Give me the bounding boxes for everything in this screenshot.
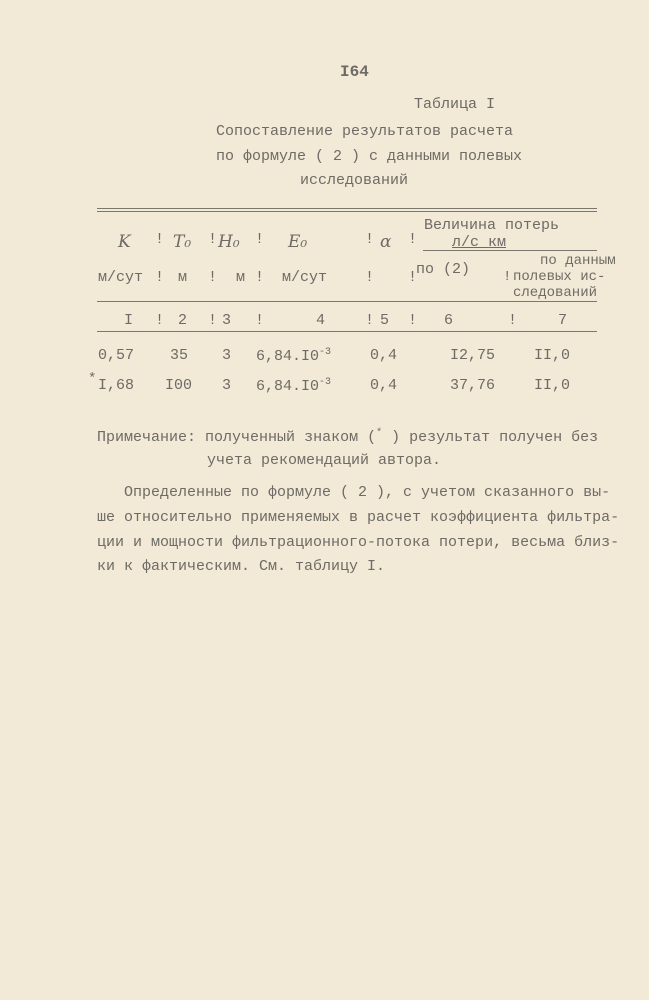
col-sep: ! xyxy=(408,269,418,286)
group-unit: л/с км xyxy=(452,234,507,251)
num-6: 6 xyxy=(444,312,454,329)
cell-e0 xyxy=(256,348,331,364)
cell-t0: 35 xyxy=(170,347,189,364)
cell-field: II,0 xyxy=(534,377,571,394)
cell-k: 0,57 xyxy=(98,347,135,364)
col-sep: ! xyxy=(255,269,265,286)
unit-calc: по (2) xyxy=(416,261,471,278)
num-5: 5 xyxy=(380,312,390,329)
table-title-line-3: исследований xyxy=(300,172,409,189)
col-sep: ! xyxy=(155,231,165,248)
paragraph-line-2: ше относительно применяемых в расчет коэффициента фильтра- xyxy=(97,509,620,526)
group-underline xyxy=(423,250,597,251)
cell-e0 xyxy=(256,378,331,394)
col-sep: ! xyxy=(155,269,165,286)
note-text-b: ) результат получен без xyxy=(391,429,599,446)
cell-alpha: 0,4 xyxy=(370,347,398,364)
cell-h0: 3 xyxy=(222,347,232,364)
col7-line-1: по данным xyxy=(540,253,616,269)
header-rule xyxy=(97,301,597,302)
note-mark: * xyxy=(376,428,383,439)
numbering-rule xyxy=(97,331,597,332)
page-number: I64 xyxy=(340,63,369,81)
num-4: 4 xyxy=(316,312,326,329)
num-1: I xyxy=(124,312,134,329)
num-3: 3 xyxy=(222,312,232,329)
cell-k: I,68 xyxy=(98,377,135,394)
group-header: Величина потерь xyxy=(424,217,560,234)
header-e0: E₀ xyxy=(288,232,308,252)
cell-t0: I00 xyxy=(165,377,193,394)
col-sep: ! xyxy=(408,231,418,248)
asterisk-mark: * xyxy=(88,371,97,387)
num-7: 7 xyxy=(558,312,568,329)
cell-field: II,0 xyxy=(534,347,571,364)
note-label: Примечание: xyxy=(97,429,197,446)
cell-alpha: 0,4 xyxy=(370,377,398,394)
e0-base: 6,84.I0 xyxy=(256,348,320,365)
col7-line-3: следований xyxy=(513,285,598,301)
header-k: K xyxy=(118,232,131,252)
header-alpha: α xyxy=(380,232,392,252)
num-2: 2 xyxy=(178,312,188,329)
cell-calc: I2,75 xyxy=(450,347,496,364)
col-sep: ! xyxy=(208,269,218,286)
header-h0: H₀ xyxy=(218,232,240,252)
col-sep: ! xyxy=(208,312,218,329)
cell-h0: 3 xyxy=(222,377,232,394)
table-title-line-2: по формуле ( 2 ) с данными полевых xyxy=(216,148,523,165)
unit-k: м/сут xyxy=(98,269,144,286)
cell-calc: 37,76 xyxy=(450,377,496,394)
table-label: Таблица I xyxy=(414,96,496,113)
paragraph-line-3: ции и мощности фильтрационного-потока потери, весьма близ- xyxy=(97,534,620,551)
col-sep: ! xyxy=(365,269,375,286)
header-t0: T₀ xyxy=(173,232,192,252)
col-sep: ! xyxy=(365,231,375,248)
e0-exponent: -3 xyxy=(319,347,332,358)
note-line-2: учета рекомендаций автора. xyxy=(207,452,442,469)
col-sep: ! xyxy=(503,269,512,285)
e0-exponent: -3 xyxy=(319,377,332,388)
col-sep: ! xyxy=(508,312,518,329)
col7-line-2: полевых ис- xyxy=(513,269,606,285)
note-line-1 xyxy=(97,429,598,445)
col-sep: ! xyxy=(255,312,265,329)
e0-base: 6,84.I0 xyxy=(256,378,320,395)
col-sep: ! xyxy=(255,231,265,248)
unit-e0: м/сут xyxy=(282,269,328,286)
col-sep: ! xyxy=(208,231,218,248)
table-top-rule xyxy=(97,208,597,212)
note-text-a: полученный знаком ( xyxy=(205,429,377,446)
paragraph-line-1: Определенные по формуле ( 2 ), с учетом сказанного вы- xyxy=(124,484,611,501)
unit-h0: м xyxy=(236,269,246,286)
unit-t0: м xyxy=(178,269,188,286)
col-sep: ! xyxy=(365,312,375,329)
col-sep: ! xyxy=(155,312,165,329)
table-title-line-1: Сопоставление результатов расчета xyxy=(216,123,514,140)
col-sep: ! xyxy=(408,312,418,329)
paragraph-line-4: ки к фактическим. См. таблицу I. xyxy=(97,558,386,575)
